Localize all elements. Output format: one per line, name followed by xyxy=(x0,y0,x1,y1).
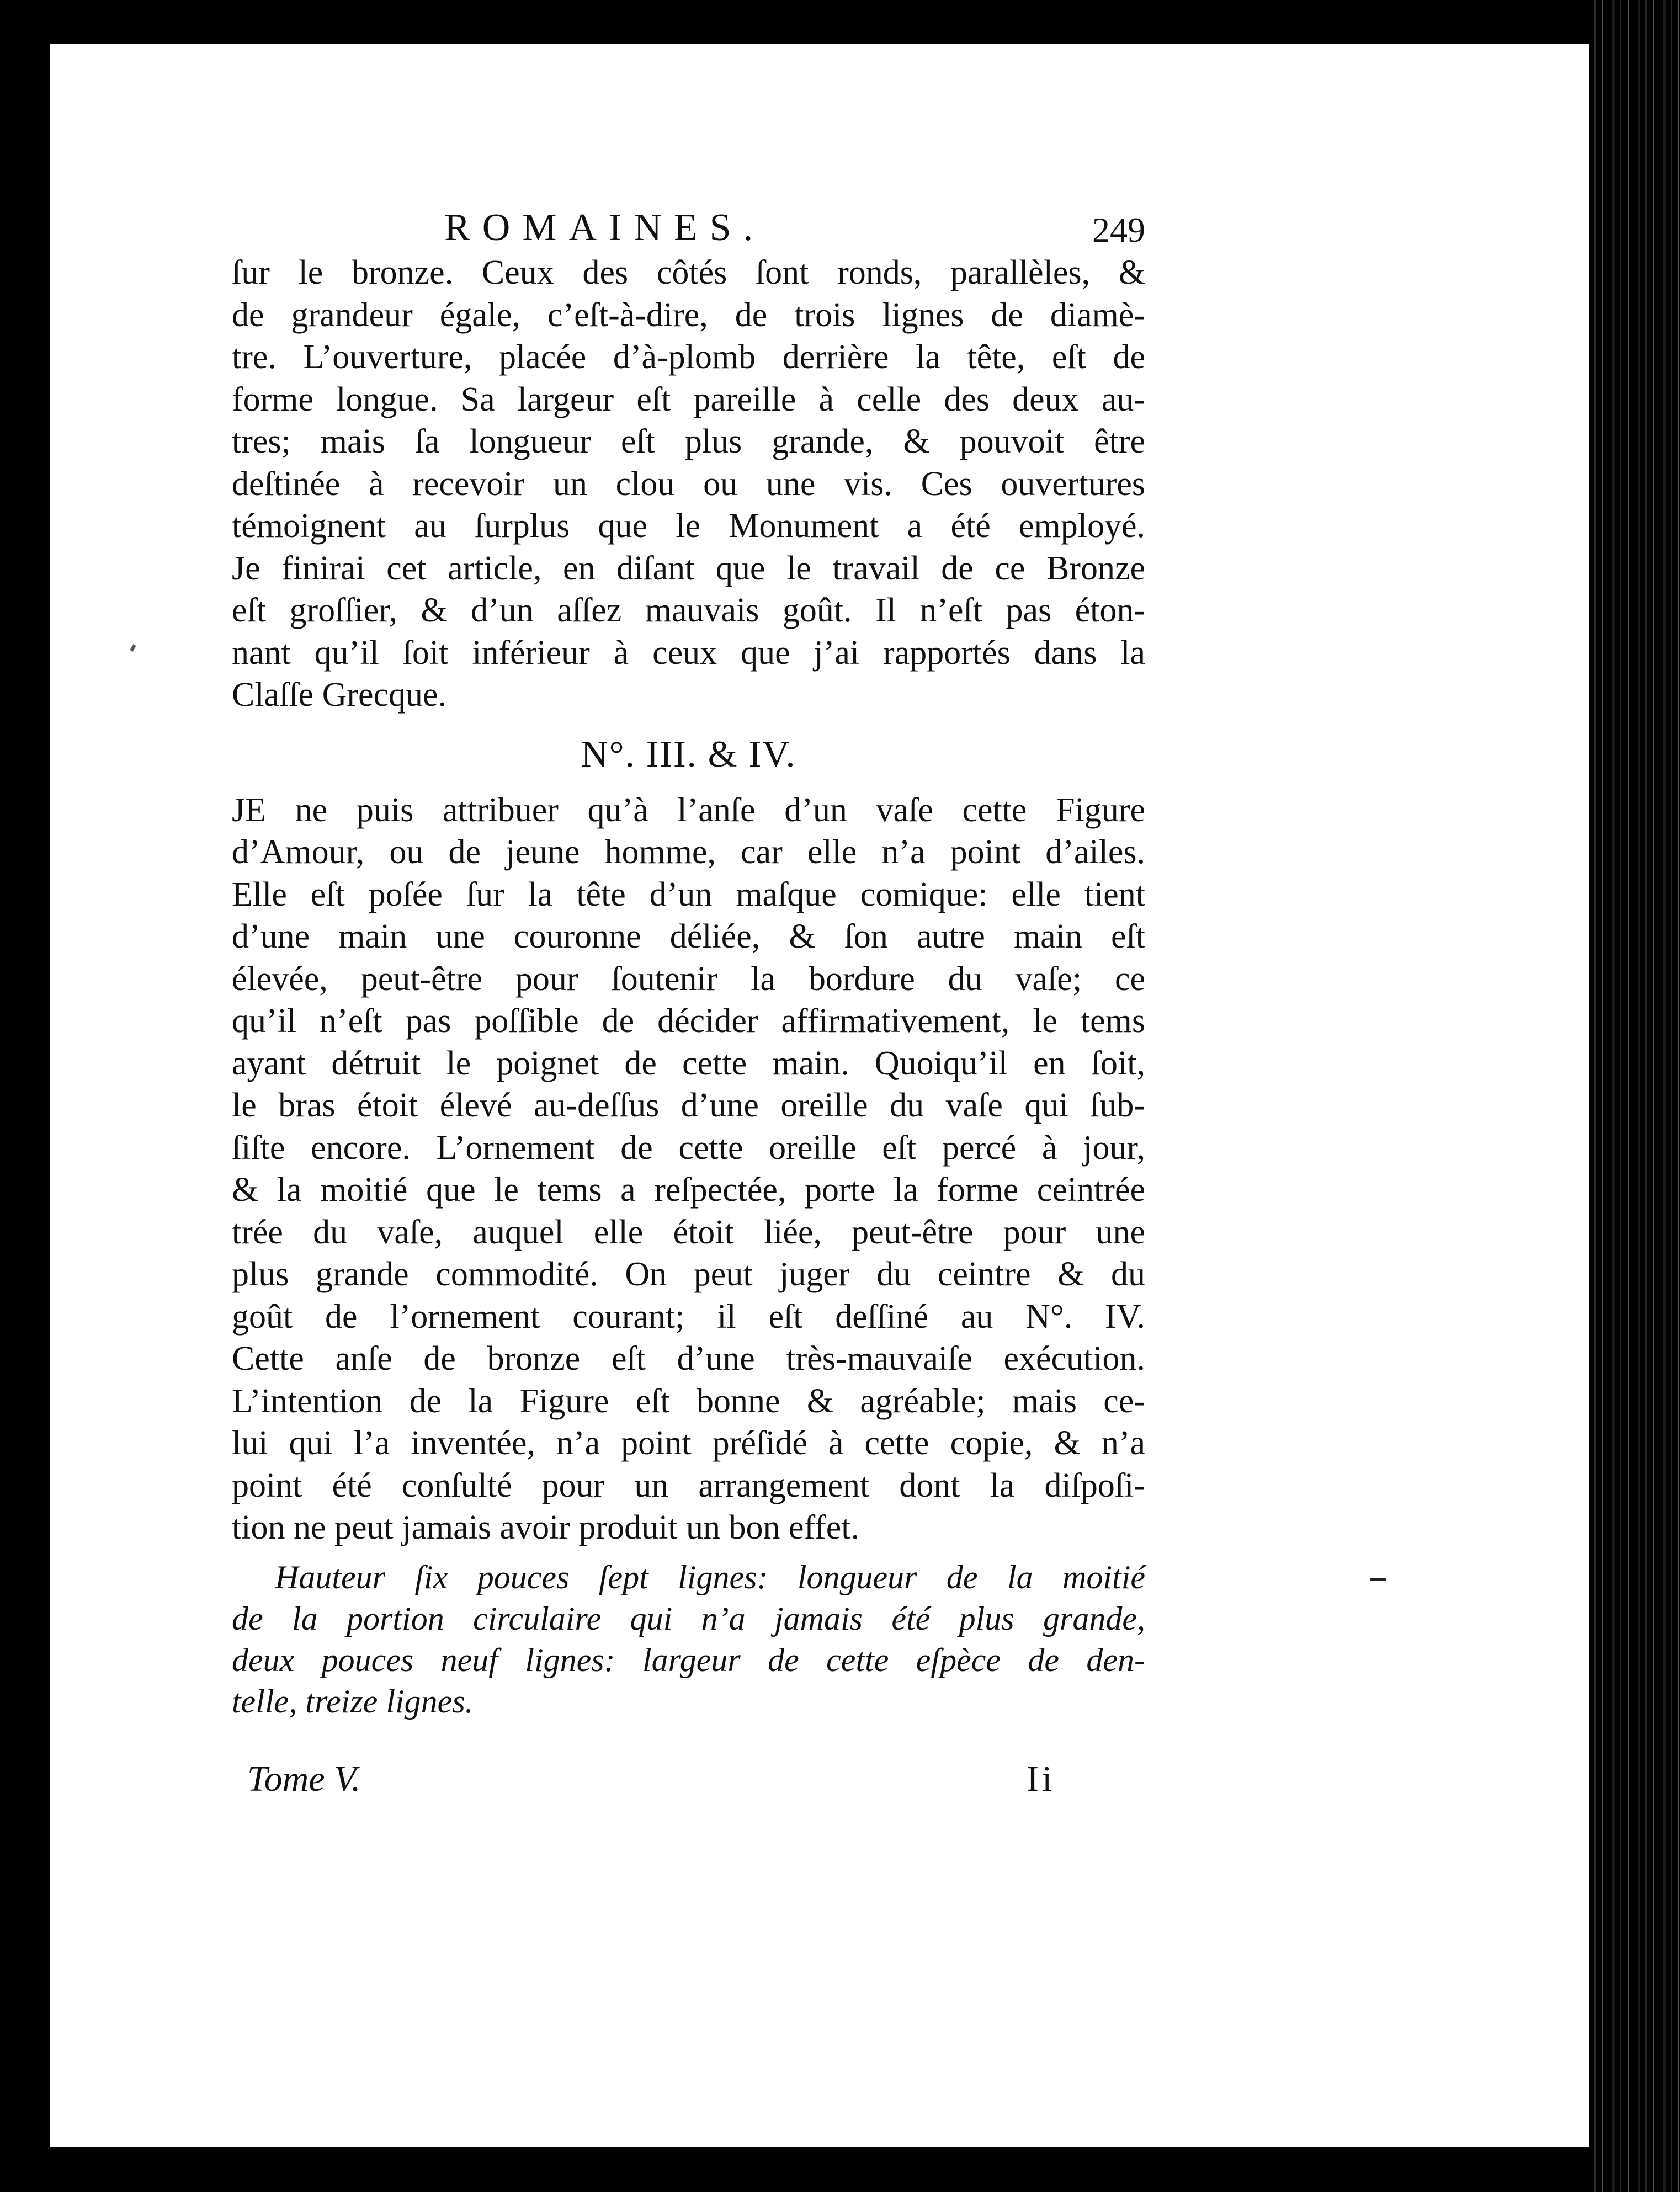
book-page xyxy=(50,44,1589,2147)
ink-speck xyxy=(130,644,136,651)
paragraph-1-line: forme longue. Sa largeur eſt pareille à celle des deux au- xyxy=(232,380,1145,418)
margin-mark xyxy=(1370,1578,1386,1581)
paragraph-2-line: JE ne puis attribuer qu’à l’anſe d’un vaſe cette Figure xyxy=(232,791,1145,829)
paragraph-2-line: élevée, peut-être pour ſoutenir la bordure du vaſe; ce xyxy=(232,960,1145,998)
paragraph-1-line: deſtinée à recevoir un clou ou une vis. Ces ouvertures xyxy=(232,465,1145,503)
page-footer xyxy=(232,1749,1145,1810)
paragraph-2-line: d’Amour, ou de jeune homme, car elle n’a point d’ailes. xyxy=(232,833,1145,871)
page-number: 249 xyxy=(1092,210,1145,249)
paragraph-2-line: plus grande commodité. On peut juger du ceintre & du xyxy=(232,1255,1145,1293)
text-block xyxy=(232,204,1145,1810)
paragraph-2-line: d’une main une couronne déliée, & ſon autre main eſt xyxy=(232,918,1145,955)
paragraph-2-line: le bras étoit élevé au-deſſus d’une oreille du vaſe qui ſub- xyxy=(232,1087,1145,1124)
paragraph-1-line: ſur le bronze. Ceux des côtés ſont ronds, parallèles, & xyxy=(232,254,1145,291)
paragraph-1-line: Je finirai cet article, en diſant que le travail de ce Bronze xyxy=(232,549,1145,587)
paragraph-1-line: tre. L’ouverture, placée d’à-plomb derrière la tête, eſt de xyxy=(232,338,1145,376)
paragraph-2 xyxy=(232,789,1145,1549)
paragraph-2-line: lui qui l’a inventée, n’a point préſidé à cette copie, & n’a xyxy=(232,1424,1145,1462)
section-heading: N°. III. & IV. xyxy=(581,732,796,775)
paragraph-2-line: tion ne peut jamais avoir produit un bon effet. xyxy=(232,1509,859,1546)
dimensions-note-line: deux pouces neuf lignes: largeur de cette eſpèce de den- xyxy=(232,1641,1145,1678)
paragraph-2-line: & la moitié que le tems a reſpectée, porte la forme ceintrée xyxy=(232,1171,1145,1209)
dimensions-note xyxy=(232,1557,1145,1722)
paragraph-1-line: témoignent au ſurplus que le Monument a été employé. xyxy=(232,507,1145,545)
dimensions-note-line: de la portion circulaire qui n’a jamais été plus grande, xyxy=(232,1600,1145,1637)
running-title: ROMAINES. xyxy=(444,206,765,249)
paragraph-2-line: goût de l’ornement courant; il eſt deſſiné au N°. IV. xyxy=(232,1297,1145,1336)
running-head xyxy=(232,204,1145,252)
paragraph-1-line: de grandeur égale, c’eſt-à-dire, de trois lignes de diamè- xyxy=(232,296,1145,334)
paragraph-1-line: eſt groſſier, & d’un aſſez mauvais goût. Il n’eſt pas éton- xyxy=(232,592,1145,629)
paragraph-2-line: qu’il n’eſt pas poſſible de décider affirmativement, le tems xyxy=(232,1002,1145,1040)
paragraph-2-line: Cette anſe de bronze eſt d’une très-mauvaiſe exécution. xyxy=(232,1340,1145,1377)
page-stack-edge xyxy=(1589,0,1680,2192)
dimensions-note-line: Hauteur ſix pouces ſept lignes: longueur de la moitié xyxy=(275,1558,1145,1595)
dimensions-note-line: telle, treize lignes. xyxy=(232,1683,474,1720)
paragraph-2-line: ayant détruit le poignet de cette main. Quoiqu’il en ſoit, xyxy=(232,1044,1145,1082)
volume-label: Tome V. xyxy=(247,1758,361,1799)
paragraph-1-line: tres; mais ſa longueur eſt plus grande, & pouvoit être xyxy=(232,423,1145,460)
paragraph-2-line: Elle eſt poſée ſur la tête d’un maſque comique: elle tient xyxy=(232,875,1145,913)
paragraph-1-line: nant qu’il ſoit inférieur à ceux que j’ai rapportés dans la xyxy=(232,634,1145,672)
paragraph-2-line: trée du vaſe, auquel elle étoit liée, peut-être pour une xyxy=(232,1213,1145,1251)
paragraph-2-line: L’intention de la Figure eſt bonne & agréable; mais ce- xyxy=(232,1382,1145,1420)
paragraph-2-line: ſiſte encore. L’ornement de cette oreille eſt percé à jour, xyxy=(232,1129,1145,1167)
paragraph-2-line: point été conſulté pour un arrangement dont la diſpoſi- xyxy=(232,1466,1145,1504)
paragraph-1 xyxy=(232,252,1145,716)
paragraph-1-line: Claſſe Grecque. xyxy=(232,676,447,714)
signature-mark: Ii xyxy=(1027,1758,1056,1799)
